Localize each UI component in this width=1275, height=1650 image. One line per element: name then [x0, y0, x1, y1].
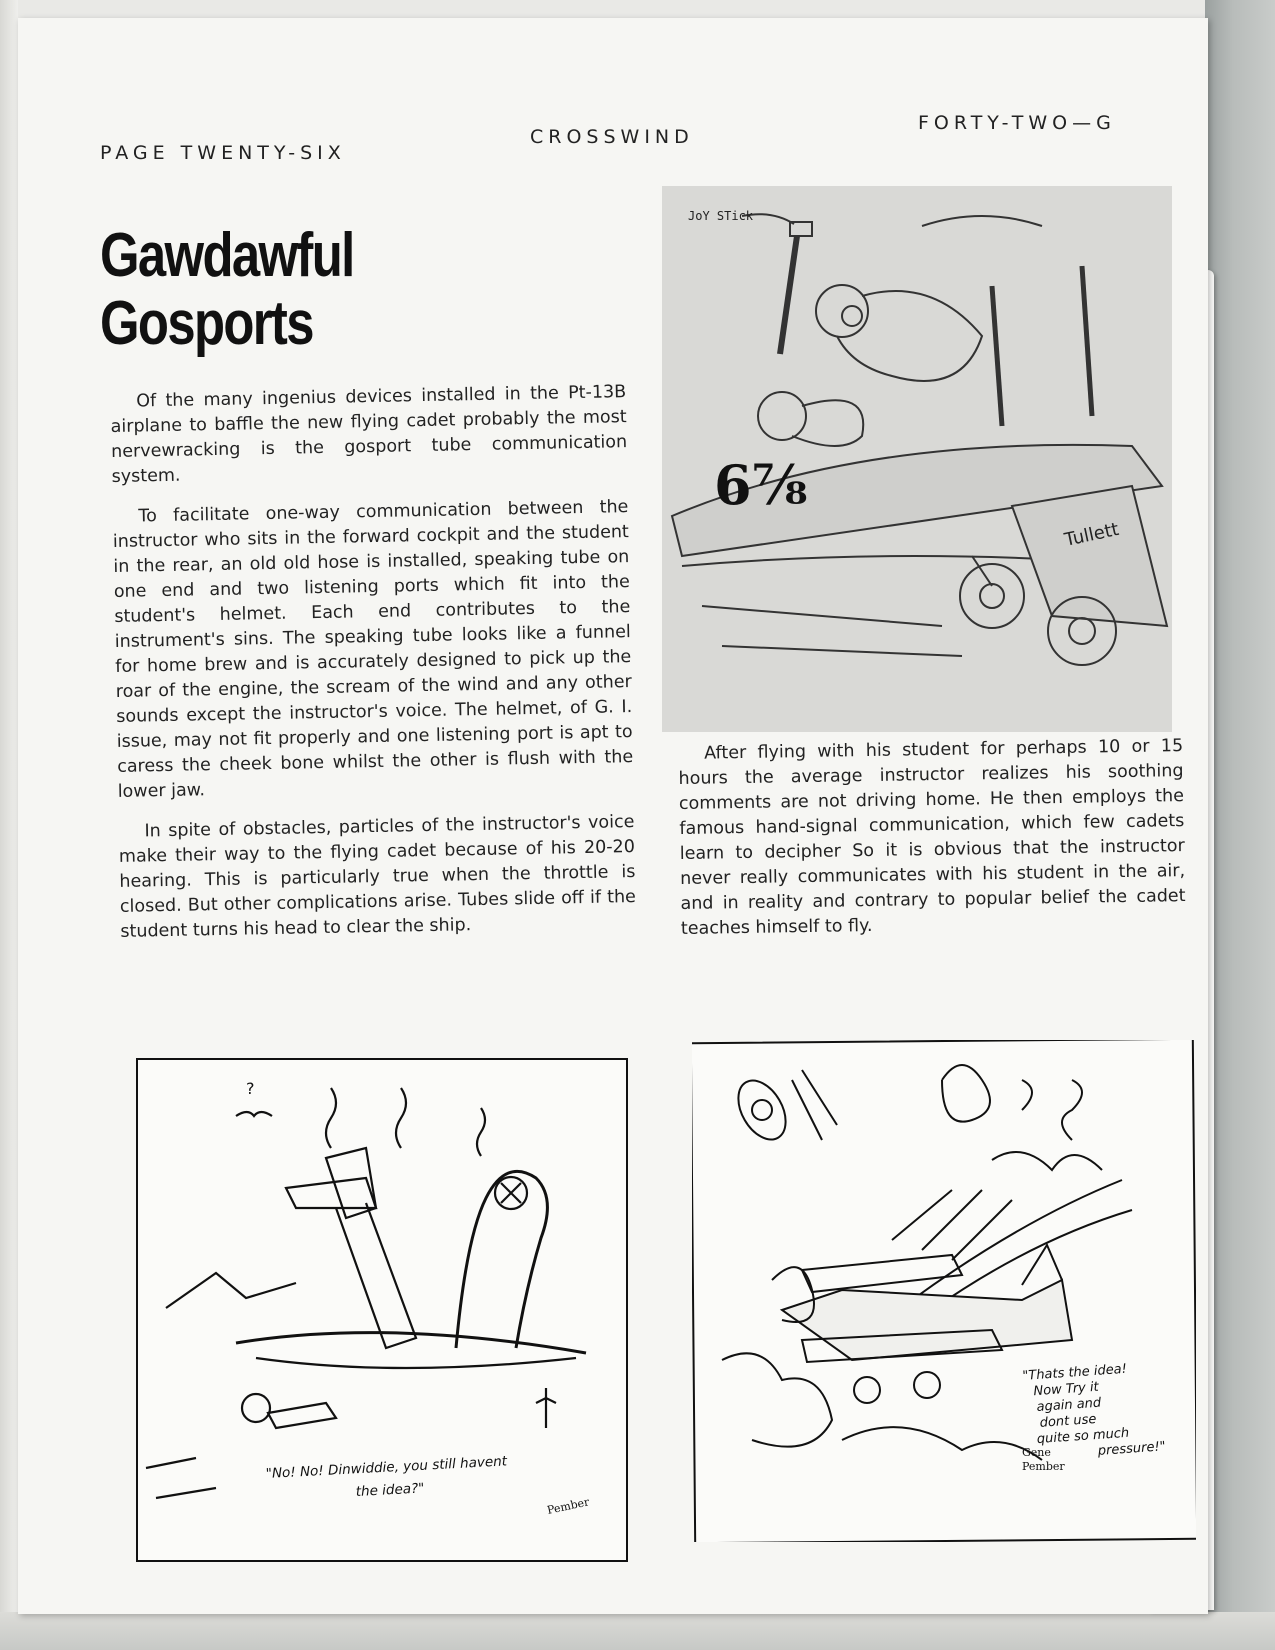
helmet-size-label: 6⅞	[714, 453, 808, 517]
article-paragraph: Of the many ingenius devices installed in the Pt-13B airplane to baffle the new flying cadet probably the most nervewracking is the gosport tube communication system.	[110, 382, 628, 487]
caption-line-1: "No! No! Dinwiddie, you still havent	[265, 1453, 508, 1482]
scan-margin-bottom	[0, 1612, 1275, 1650]
joystick-label: JoY STick	[688, 209, 754, 223]
cartoon-joystick	[662, 186, 1172, 732]
page-number: PAGE TWENTY-SIX	[100, 142, 346, 164]
issue-label: FORTY-TWO—G	[918, 112, 1116, 134]
cartoon-signature: Gene	[1022, 1446, 1051, 1459]
cartoon-joystick-drawing	[662, 186, 1172, 732]
article-title-line-2: Gosports	[100, 289, 313, 358]
cartoon-flying-drawing	[692, 1040, 1196, 1542]
caption-line: Now Try it	[1033, 1379, 1100, 1400]
caption-line: again and	[1036, 1395, 1102, 1416]
cartoon-crash-drawing	[136, 1058, 628, 1562]
caption-line: pressure!"	[1097, 1439, 1167, 1459]
caption-line: "Thats the idea!	[1021, 1361, 1128, 1384]
cartoon-signature: Tullett	[1062, 518, 1121, 551]
caption-line: dont use	[1039, 1411, 1097, 1431]
article-title-line-1: Gawdawful	[100, 221, 354, 290]
cartoon-signature: Pember	[545, 1495, 591, 1517]
article-paragraph: In spite of obstacles, particles of the instructor's voice make their way to the flying cadet because of his 20-20 hearing. This is particularly true when the throttle is closed. But other complications arise. Tubes slide off if the student turns his head to clear the ship.	[118, 812, 637, 942]
scan-margin-right	[1205, 0, 1275, 1650]
cartoon-flying	[692, 1040, 1196, 1542]
article-column-left	[110, 380, 637, 960]
caption-line-2: the idea?"	[355, 1480, 425, 1500]
question-mark: ?	[246, 1079, 255, 1098]
scan-margin-left	[0, 0, 18, 1650]
caption-line: quite so much	[1036, 1425, 1130, 1448]
publication-name: CROSSWIND	[530, 126, 694, 148]
article-title	[100, 222, 379, 358]
article-paragraph: To facilitate one-way communication between the instructor who sits in the forward cockpit and the student in the rear, an old old hose is installed, speaking tube on one end and two listening ports which fit into the student's helmet. Each end contributes to the instrument's sins. The speaking tube looks like a funnel for home brew and is accurately designed to pick up the roar of the engine, the scream of the wind and any other sounds except the instructor's voice. The helmet, of G. I. issue, may not fit properly and one listening port is apt to caress the cheek bone whilst the other is flush with the lower jaw.	[112, 497, 634, 802]
article-column-right	[678, 734, 1186, 957]
cartoon-signature: Pember	[1022, 1460, 1065, 1473]
cartoon-crash	[136, 1058, 628, 1562]
article-paragraph: After flying with his student for perhaps 10 or 15 hours the average instructor realizes his soothing comments are not driving home. He then employs the famous hand-signal communication, which few cadets learn to decipher So it is obvious that the instructor never really communicates with his student in the air, and in reality and contrary to popular belief the cadet teaches himself to fly.	[678, 736, 1186, 939]
